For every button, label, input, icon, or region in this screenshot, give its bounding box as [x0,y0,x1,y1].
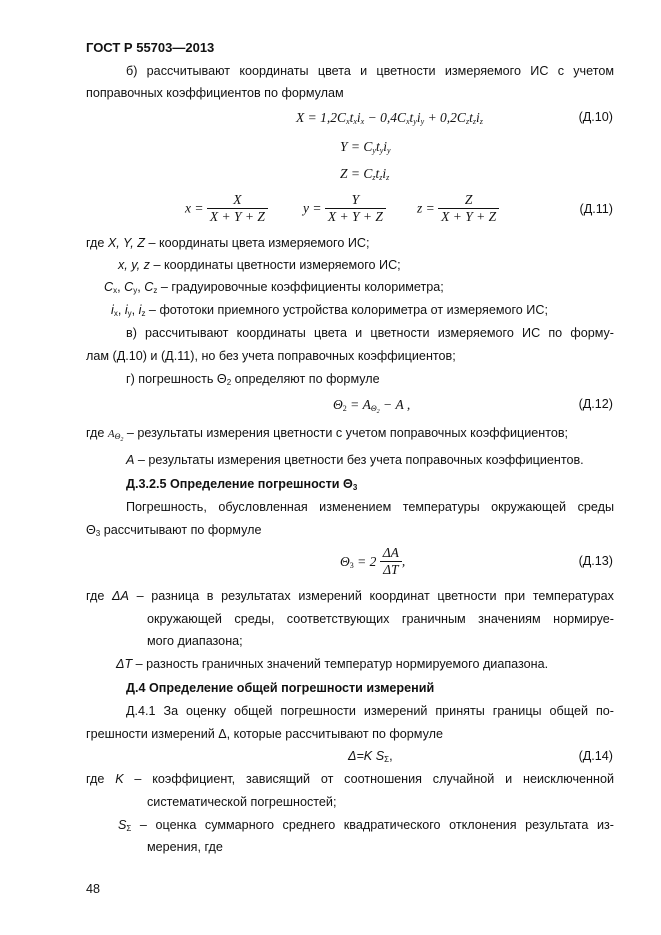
equation-number-d13: (Д.13) [578,554,613,568]
formula-x-chromaticity: x = $\frac{X}{X + Y + Z}$ [185,192,268,225]
paragraph-b-line2: поправочных коэффициентов по формулам [86,86,344,100]
where-xyz: где X, Y, Z – координаты цвета измеряемого ИС; [86,236,370,250]
page-number: 48 [86,882,101,896]
paragraph-d41-line2: грешности измерений Δ, которые рассчитывают по формуле [86,727,443,741]
formula-theta3: $\Theta_3 = 2$ $\frac{\Delta A}{\Delta T}$ , [340,545,406,577]
where-delta-a-line1: где ΔA – разница в результатах измерений координат цветности при температурах [86,589,614,603]
where-chromaticity: x, y, z – координаты цветности измеряемого ИС; [118,258,401,272]
paragraph-g: г) погрешность $\Theta_2$ определяют по формуле [126,372,380,387]
where-delta-t: ΔT – разность граничных значений температур нормируемого диапазона. [116,657,549,671]
paragraph-temperature-line1: Погрешность, обусловленная изменением температуры окружающей среды [126,500,614,514]
formula-x: $X = 1,2C_xt_xi_x - 0,4C_xt_yi_y + 0,2C_zt_zi_z$ [296,110,483,126]
where-k-line1: где K – коэффициент, зависящий от соотношения случайной и неисключенной [86,772,614,786]
formula-d14: Δ=K $S_\Sigma$, [348,749,393,764]
formula-theta2: $\Theta_2 = A_{\Theta_2} - A$ , [333,397,411,415]
paragraph-v-line1: в) рассчитывают координаты цвета и цветности измеряемого ИС по форму- [126,326,614,340]
where-k-line2: систематической погрешностей; [147,795,337,809]
where-a-theta: где $A_{\Theta_2}$ – результаты измерения цветности с учетом поправочных коэффициентов; [86,426,569,443]
paragraph-d41-line1: Д.4.1 За оценку общей погрешности измерений приняты границы общей по- [126,704,614,718]
equation-number-d11: (Д.11) [579,202,613,216]
equation-number-d12: (Д.12) [578,397,613,411]
equation-number-d10: (Д.10) [578,110,613,124]
where-delta-a-line2: окружающей среды, соответствующих граничным значениям нормируе- [147,612,614,626]
paragraph-v-line2: лам (Д.10) и (Д.11), но без учета поправочных коэффициентов; [86,349,456,363]
paragraph-temperature-line2: $\Theta_3$ рассчитывают по формуле [86,523,262,538]
where-a: A – результаты измерения цветности без учета поправочных коэффициентов. [126,453,584,467]
paragraph-b-line1: б) рассчитывают координаты цвета и цветности измеряемого ИС с учетом [126,64,614,78]
where-delta-a-line3: мого диапазона; [147,634,243,648]
equation-number-d14: (Д.14) [578,749,613,763]
formula-z: $Z = C_zt_zi_z$ [340,166,390,182]
where-s-line1: $S_\Sigma$ – оценка суммарного среднего квадратического отклонения результата из- [118,818,614,833]
formula-y-chromaticity: y = $\frac{Y}{X + Y + Z}$ [303,192,386,225]
formula-z-chromaticity: z = $\frac{Z}{X + Y + Z}$ [417,192,499,225]
document-header: ГОСТ Р 55703—2013 [86,40,215,55]
where-s-line2: мерения, где [147,840,223,854]
where-coefficients: $C_x$, $C_y$, $C_z$ – градуировочные коэффициенты колориметра; [104,280,444,295]
section-heading-d325: Д.3.2.5 Определение погрешности $\Theta_3$ [126,477,358,492]
where-photocurrents: $i_x$, $i_y$, $i_z$ – фототоки приемного устройства колориметра от измеряемого ИС; [111,303,548,318]
section-heading-d4: Д.4 Определение общей погрешности измерений [126,681,435,695]
formula-y: $Y = C_yt_yi_y$ [340,139,391,155]
